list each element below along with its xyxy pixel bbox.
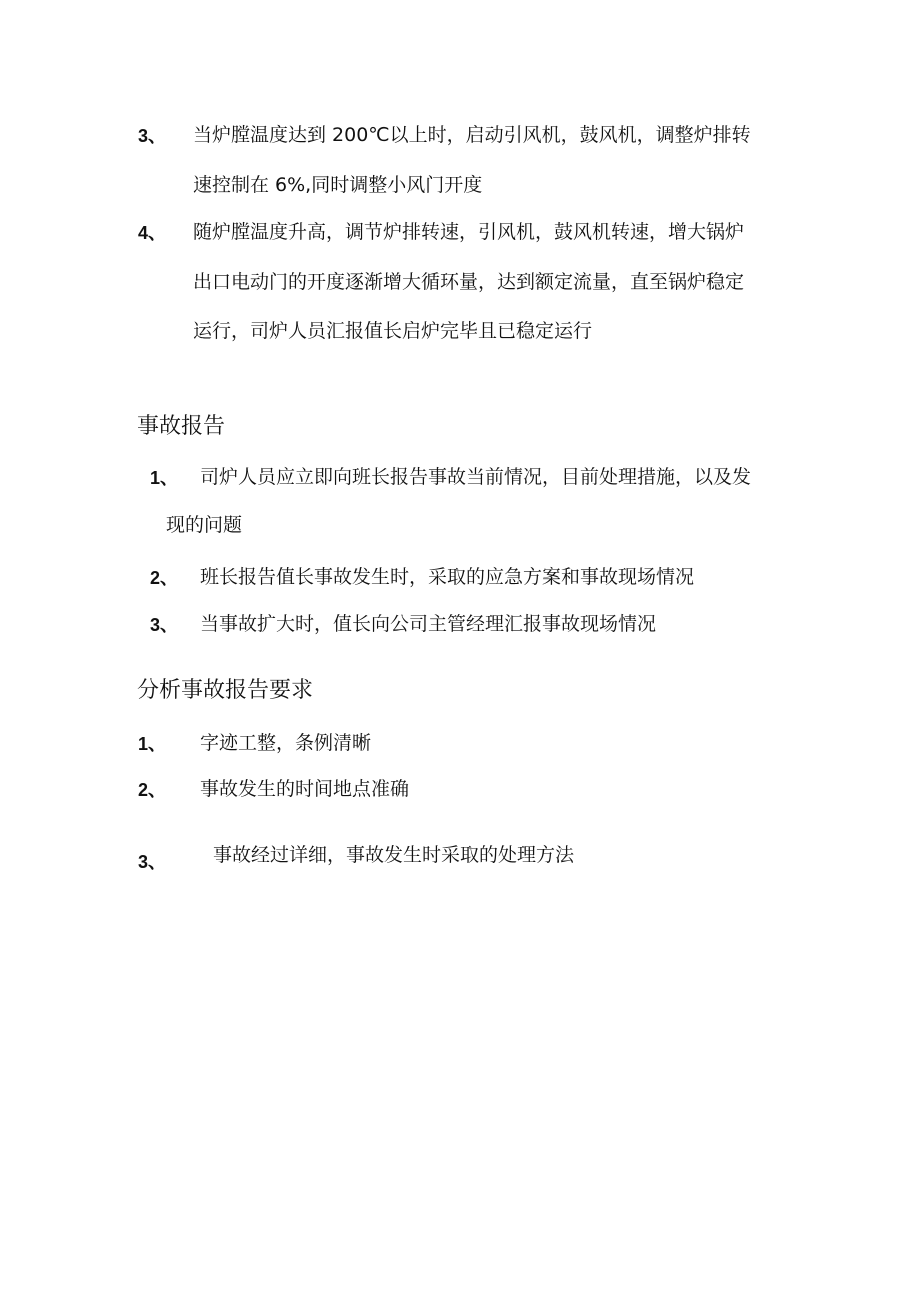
item-number: 1、 <box>150 468 179 488</box>
item-text-line: 事故发生的时间地点准确 <box>200 778 410 800</box>
item-text-line: 当事故扩大时，值长向公司主管经理汇报事故现场情况 <box>200 613 657 635</box>
item-number: 3、 <box>138 126 167 146</box>
item-number: 2、 <box>138 780 167 800</box>
item-number: 3、 <box>150 615 179 635</box>
item-text-line: 司炉人员应立即向班长报告事故当前情况，目前处理措施，以及发 <box>200 466 752 488</box>
item-text-line: 字迹工整，条例清晰 <box>200 732 372 754</box>
item-number: 2、 <box>150 568 179 588</box>
item-text-line: 现的问题 <box>166 514 243 536</box>
section-heading: 分析事故报告要求 <box>137 678 314 703</box>
item-text-line: 当炉膛温度达到 200℃以上时，启动引风机，鼓风机，调整炉排转 <box>193 124 751 146</box>
item-text-line: 随炉膛温度升高，调节炉排转速，引风机，鼓风机转速，增大锅炉 <box>193 221 745 243</box>
item-text-line: 班长报告值长事故发生时，采取的应急方案和事故现场情况 <box>200 566 695 588</box>
item-number: 3、 <box>138 852 167 872</box>
item-number: 1、 <box>138 734 167 754</box>
section-heading: 事故报告 <box>137 414 226 439</box>
item-text-line: 事故经过详细，事故发生时采取的处理方法 <box>213 844 575 866</box>
item-text-line: 出口电动门的开度逐渐增大循环量，达到额定流量，直至锅炉稳定 <box>193 271 745 293</box>
item-text-line: 运行，司炉人员汇报值长启炉完毕且已稳定运行 <box>193 320 593 342</box>
item-text-line: 速控制在 6%,同时调整小风门开度 <box>193 174 483 196</box>
item-number: 4、 <box>138 223 167 243</box>
